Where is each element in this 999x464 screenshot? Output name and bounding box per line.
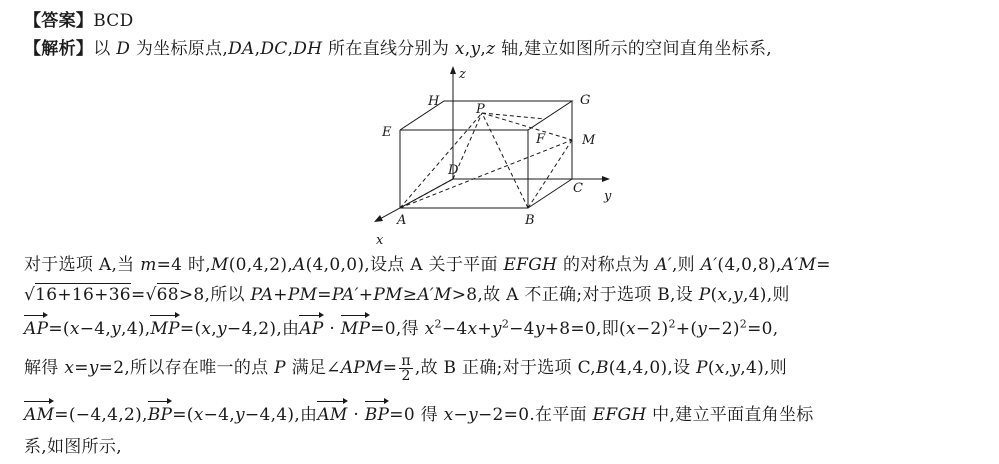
vector-am: AM [317, 405, 348, 425]
analysis-line-6 [24, 404, 814, 426]
vector-ap: AP [24, 319, 49, 339]
text-segment: (4,0,8), [717, 255, 782, 275]
text-segment: +( [675, 319, 698, 339]
text-segment: −2) [707, 319, 740, 339]
math-var: P [274, 358, 286, 378]
math-var: y [534, 319, 545, 339]
text-segment: =0 得 [389, 405, 444, 425]
math-var: y [730, 358, 741, 378]
math-var: M [211, 255, 229, 275]
label-b: B [525, 213, 535, 228]
text-segment: (4,4,0),设 [608, 358, 697, 378]
vector-am: AM [24, 405, 55, 425]
math-var: x [625, 319, 636, 339]
math-var: x [424, 319, 435, 339]
label-g: G [580, 93, 591, 108]
math-var: D [116, 39, 131, 59]
math-var: EFGH [503, 255, 558, 275]
text-segment: + [273, 285, 288, 305]
text-segment: 关于平面 [422, 255, 504, 275]
text-segment: =( [172, 405, 194, 425]
text-segment: · [347, 405, 365, 425]
analysis-tag: 【解析】 [24, 39, 94, 59]
label-p: P [476, 102, 485, 117]
text-segment: =0,得 [370, 319, 425, 339]
text-segment: (0,4,2), [228, 255, 294, 275]
math-var: PA [250, 285, 274, 305]
math-var: x [717, 285, 728, 305]
text-segment: =( [179, 319, 202, 339]
analysis-line-3: √16+16+36=√68>8,所以 PA+PM=PA′+PM≥A′M>8,故 A 不正确;对于选项 B,设 P(x,y,4),则 [24, 285, 790, 305]
z-axis-arrow [450, 66, 456, 74]
math-var: y [235, 405, 245, 425]
segment-ap [400, 113, 482, 208]
math-var: A′ [655, 255, 672, 275]
math-var: y [468, 405, 478, 425]
text-segment: >8,故 A 不正确;对于选项 B,设 [451, 285, 699, 305]
text-segment: = [317, 285, 332, 305]
text-segment: −4 [441, 319, 468, 339]
vector-bp: BP [147, 405, 173, 425]
label-x: x [376, 233, 384, 248]
math-var: B [595, 358, 609, 378]
text-segment: 轴,建立如图所示的空间直角坐标系, [495, 39, 772, 59]
text-segment: (4,0,0),设点 [305, 255, 411, 275]
label-f: F [536, 132, 546, 147]
vector-mp: MP [340, 319, 371, 339]
text-segment: ( [710, 285, 718, 305]
label-m: M [582, 133, 596, 148]
math-var: x [714, 358, 725, 378]
math-var: x [201, 319, 212, 339]
text-segment: +8=0,即( [544, 319, 626, 339]
text-segment: , [287, 39, 294, 59]
vector-bp: BP [364, 405, 390, 425]
y-axis-arrow [602, 176, 610, 182]
math-var: A [293, 255, 306, 275]
text-segment: ,4),则 [740, 358, 788, 378]
text-segment: ,4), [120, 319, 151, 339]
text-segment: 以 [93, 39, 117, 59]
math-var: x [64, 358, 75, 378]
analysis-line-4 [24, 318, 778, 340]
text-segment: ,故 B 正确;对于选项 C, [414, 358, 596, 378]
analysis-line-7 [24, 436, 122, 458]
text-segment: , [211, 319, 217, 339]
math-var: DA [228, 39, 255, 59]
coordinate-box-figure [360, 64, 630, 249]
text-segment: + [477, 319, 492, 339]
x-axis-arrow [374, 215, 383, 222]
fraction-denominator: 2 [401, 368, 411, 384]
label-z: z [459, 67, 466, 82]
text-segment: 所在直线分别为 [322, 39, 455, 59]
text-segment: ≥ [402, 285, 418, 305]
analysis-line-1 [24, 38, 772, 60]
exponent: 2 [668, 317, 676, 331]
vector-ap: AP [299, 319, 324, 339]
math-var: P [696, 358, 708, 378]
math-var: DC [260, 39, 288, 59]
math-var: EFGH [592, 405, 647, 425]
text-segment: = [382, 358, 398, 378]
label-c: C [573, 181, 583, 196]
math-var: y [470, 39, 481, 59]
text-segment: , [727, 285, 734, 305]
math-var: A′ [700, 255, 718, 275]
segment-bm [528, 140, 572, 208]
vector-mp: MP [150, 319, 180, 339]
text-segment: 系,如图所示, [24, 437, 122, 457]
text-segment: , [480, 39, 487, 59]
text-segment: 中,建立平面直角坐标 [646, 405, 814, 425]
math-var: y [217, 319, 227, 339]
math-var: PM [287, 285, 318, 305]
text-segment: =2,所以存在唯一的点 [98, 358, 275, 378]
exponent: 2 [739, 317, 748, 331]
text-segment: ( [707, 358, 715, 378]
math-var: y [697, 319, 708, 339]
math-var: APM [340, 358, 383, 378]
math-var: m [140, 255, 157, 275]
exponent: 2 [501, 317, 510, 331]
label-a: A [397, 213, 407, 228]
math-var: x [467, 319, 478, 339]
fraction-numerator: π [401, 353, 411, 369]
math-var: A′M [417, 285, 452, 305]
sqrt-radicand: 16+16+36 [35, 285, 131, 305]
math-var: PM [373, 285, 403, 305]
text-segment: −2) [635, 319, 669, 339]
text-segment: = [74, 358, 89, 378]
answer-line [24, 10, 134, 32]
analysis-line-5 [24, 354, 787, 383]
text-segment: =0, [747, 319, 779, 339]
sqrt-radicand: 68 [156, 285, 179, 305]
text-segment: = [130, 285, 146, 305]
text-segment: 为坐标原点, [130, 39, 229, 59]
edge-ad-hidden [400, 179, 453, 208]
text-segment: −4, [203, 405, 235, 425]
text-segment: 解得 [24, 358, 65, 378]
text-segment: −4,4),由 [244, 405, 318, 425]
math-var: y [88, 358, 99, 378]
math-var: x [443, 405, 454, 425]
text-segment: ,则 [671, 255, 701, 275]
text-segment: 满足∠ [285, 358, 341, 378]
top-face [400, 101, 572, 130]
math-var: P [698, 285, 711, 305]
math-var: x [454, 39, 465, 59]
text-segment: =(−4,4,2), [54, 405, 148, 425]
math-var: y [733, 285, 743, 305]
text-segment: + [358, 285, 374, 305]
text-segment: 的对称点为 [557, 255, 656, 275]
text-segment: − [453, 405, 469, 425]
text-segment: 对于选项 A,当 [24, 255, 141, 275]
label-h: H [428, 94, 440, 109]
text-segment: · [323, 319, 341, 339]
text-segment: −4,2),由 [226, 319, 300, 339]
text-segment: −2=0.在平面 [478, 405, 593, 425]
text-segment: >8,所以 [178, 285, 251, 305]
text-segment: , [254, 39, 261, 59]
label-e: E [382, 125, 392, 140]
exponent: 2 [434, 317, 442, 331]
math-var: z [486, 39, 496, 59]
math-var: PA′ [331, 285, 359, 305]
label-y: y [604, 189, 612, 204]
edge-bc [528, 179, 572, 208]
text-segment: −4, [79, 319, 112, 339]
text-segment: , [724, 358, 731, 378]
text-segment: , [464, 39, 471, 59]
math-var: x [69, 319, 80, 339]
segment-am [400, 140, 572, 208]
segment-bp [482, 113, 528, 208]
answer-tag: 【答案】 [24, 11, 94, 31]
text-segment: =( [48, 319, 70, 339]
text-segment: −4 [509, 319, 535, 339]
analysis-line-2 [24, 254, 831, 276]
math-var: y [491, 319, 502, 339]
text-segment: =4 时, [156, 255, 211, 275]
math-var: DH [293, 39, 323, 59]
text-segment: A [410, 255, 423, 275]
text-segment: = [816, 255, 831, 275]
math-var: x [193, 405, 204, 425]
label-d: D [448, 163, 459, 178]
text-segment: ,4),则 [742, 285, 790, 305]
answer-value: BCD [93, 11, 134, 31]
math-var: y [111, 319, 121, 339]
fraction-pi-over-2 [399, 354, 413, 383]
math-var: A′M [781, 255, 817, 275]
